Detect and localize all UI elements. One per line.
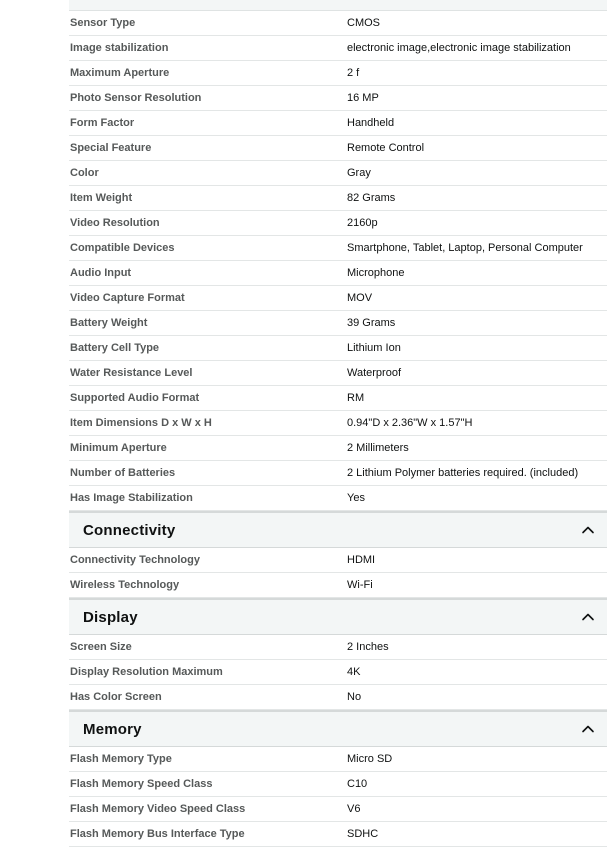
spec-label: Flash Memory Bus Interface Type <box>70 828 245 840</box>
spec-value: HDMI <box>347 554 376 566</box>
spec-label: Maximum Aperture <box>70 67 170 79</box>
spec-value: 2 f <box>347 67 360 79</box>
spec-section <box>69 710 607 847</box>
spec-label: Video Capture Format <box>70 292 185 304</box>
spec-label: Special Feature <box>70 142 152 154</box>
spec-section <box>69 511 607 598</box>
spec-value: 4K <box>347 666 361 678</box>
spec-value: Remote Control <box>347 142 425 154</box>
spec-label: Audio Input <box>70 267 132 279</box>
spec-value: 2 Inches <box>347 641 389 653</box>
spec-row <box>69 386 607 411</box>
spec-row <box>69 411 607 436</box>
spec-value: Microphone <box>347 267 405 279</box>
spec-label: Item Dimensions D x W x H <box>70 417 212 429</box>
spec-value: Smartphone, Tablet, Laptop, Personal Computer <box>347 242 583 254</box>
spec-label: Video Resolution <box>70 217 160 229</box>
spec-value: electronic image,electronic image stabilization <box>347 42 571 54</box>
spec-row <box>69 573 607 598</box>
section-title: Connectivity <box>83 521 176 539</box>
spec-value: 82 Grams <box>347 192 396 204</box>
spec-row <box>69 211 607 236</box>
chevron-up-icon[interactable] <box>581 610 595 624</box>
spec-row <box>69 660 607 685</box>
spec-row <box>69 486 607 511</box>
spec-value: Waterproof <box>347 367 402 379</box>
spec-label: Number of Batteries <box>70 467 176 479</box>
spec-label: Connectivity Technology <box>70 554 200 566</box>
spec-row <box>69 261 607 286</box>
section-header-toggle[interactable] <box>69 598 607 635</box>
spec-value: Micro SD <box>347 753 393 765</box>
spec-label: Compatible Devices <box>70 242 175 254</box>
spec-row <box>69 461 607 486</box>
spec-label: Screen Size <box>70 641 132 653</box>
spec-row <box>69 311 607 336</box>
spec-value: 0.94"D x 2.36"W x 1.57"H <box>347 417 473 429</box>
spec-label: Has Color Screen <box>70 691 162 703</box>
product-details-table <box>69 0 607 847</box>
spec-value: 2 Millimeters <box>347 442 409 454</box>
spec-value: C10 <box>347 778 368 790</box>
section-header-toggle[interactable] <box>69 511 607 548</box>
general-spec-rows <box>69 11 607 511</box>
spec-value: Wi-Fi <box>347 579 373 591</box>
spec-value: V6 <box>347 803 361 815</box>
spec-label: Water Resistance Level <box>70 367 193 379</box>
section-header-toggle[interactable] <box>69 710 607 747</box>
spec-row <box>69 336 607 361</box>
spec-row <box>69 747 607 772</box>
section-title: Display <box>83 608 138 626</box>
spec-row <box>69 36 607 61</box>
spec-label: Photo Sensor Resolution <box>70 92 202 104</box>
spec-row <box>69 548 607 573</box>
spec-row <box>69 436 607 461</box>
spec-label: Item Weight <box>70 192 133 204</box>
spec-label: Has Image Stabilization <box>70 492 193 504</box>
chevron-up-icon[interactable] <box>581 523 595 537</box>
spec-row <box>69 797 607 822</box>
spec-row <box>69 286 607 311</box>
spec-label: Minimum Aperture <box>70 442 167 454</box>
spec-label: Sensor Type <box>70 17 136 29</box>
spec-row <box>69 635 607 660</box>
spec-value: 39 Grams <box>347 317 396 329</box>
section-title: Memory <box>83 720 142 738</box>
spec-row <box>69 111 607 136</box>
spec-label: Flash Memory Speed Class <box>70 778 213 790</box>
spec-value: RM <box>347 392 365 404</box>
spec-row <box>69 236 607 261</box>
spec-value: 16 MP <box>347 92 379 104</box>
spec-label: Display Resolution Maximum <box>70 666 223 678</box>
spec-value: 2160p <box>347 217 378 229</box>
spec-label: Battery Cell Type <box>70 342 160 354</box>
spec-label: Color <box>70 167 99 179</box>
spec-sections <box>69 511 607 847</box>
top-section-edge <box>69 0 607 11</box>
spec-value: Yes <box>347 492 365 504</box>
spec-label: Form Factor <box>70 117 135 129</box>
spec-value: SDHC <box>347 828 379 840</box>
spec-label: Supported Audio Format <box>70 392 200 404</box>
spec-row <box>69 822 607 847</box>
spec-row <box>69 86 607 111</box>
spec-row <box>69 685 607 710</box>
spec-value: Handheld <box>347 117 395 129</box>
spec-label: Wireless Technology <box>70 579 180 591</box>
spec-value: Gray <box>347 167 371 179</box>
spec-label: Image stabilization <box>70 42 169 54</box>
spec-label: Flash Memory Type <box>70 753 172 765</box>
spec-row <box>69 61 607 86</box>
spec-section <box>69 598 607 710</box>
spec-row <box>69 136 607 161</box>
spec-value: No <box>347 691 362 703</box>
spec-row <box>69 361 607 386</box>
spec-value: MOV <box>347 292 373 304</box>
chevron-up-icon[interactable] <box>581 722 595 736</box>
spec-row <box>69 772 607 797</box>
spec-label: Flash Memory Video Speed Class <box>70 803 246 815</box>
spec-value: Lithium Ion <box>347 342 401 354</box>
spec-value: CMOS <box>347 17 380 29</box>
spec-row <box>69 186 607 211</box>
spec-value: 2 Lithium Polymer batteries required. (included) <box>347 467 579 479</box>
spec-row <box>69 11 607 36</box>
spec-row <box>69 161 607 186</box>
spec-label: Battery Weight <box>70 317 148 329</box>
